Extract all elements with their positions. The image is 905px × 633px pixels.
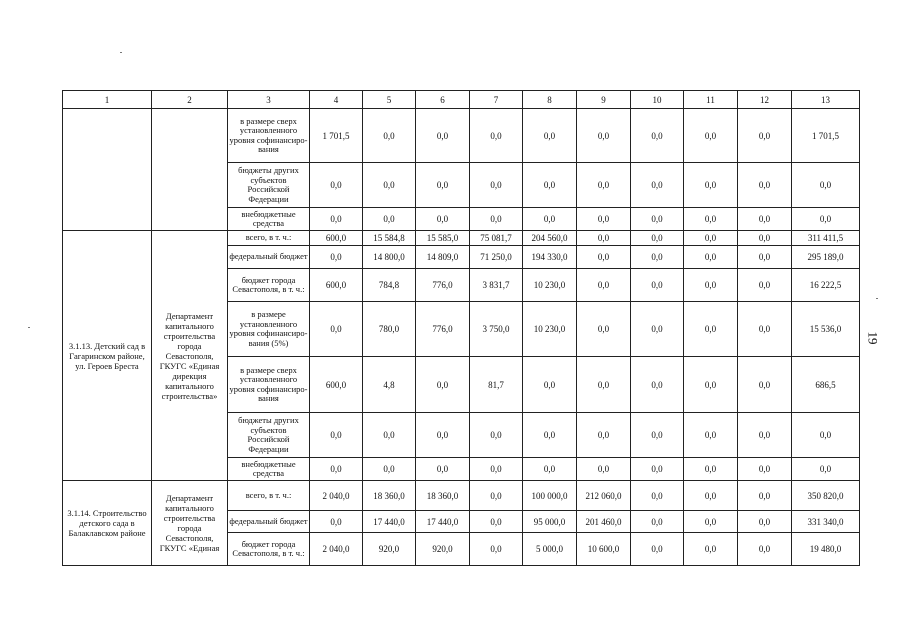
value-cell: 0,0 bbox=[310, 511, 363, 533]
page-number: 19 bbox=[865, 331, 881, 345]
value-cell: 0,0 bbox=[523, 208, 577, 231]
value-cell: 0,0 bbox=[363, 163, 416, 208]
value-cell: 0,0 bbox=[738, 458, 792, 481]
value-cell: 0,0 bbox=[577, 109, 631, 163]
value-cell: 0,0 bbox=[363, 208, 416, 231]
value-cell: 0,0 bbox=[631, 302, 684, 357]
value-cell: 0,0 bbox=[631, 357, 684, 413]
value-cell: 0,0 bbox=[631, 458, 684, 481]
value-cell: 0,0 bbox=[577, 357, 631, 413]
value-cell: 0,0 bbox=[684, 302, 738, 357]
executor-cell: Департамент капитального строительства города Севастополя, ГКУГС «Единая bbox=[152, 481, 228, 566]
value-cell: 600,0 bbox=[310, 357, 363, 413]
value-cell: 17 440,0 bbox=[363, 511, 416, 533]
value-cell: 0,0 bbox=[631, 208, 684, 231]
value-cell: 0,0 bbox=[470, 163, 523, 208]
value-cell: 0,0 bbox=[684, 246, 738, 269]
table-row bbox=[63, 109, 860, 163]
value-cell: 0,0 bbox=[470, 413, 523, 458]
header-cell: 6 bbox=[416, 91, 470, 109]
value-cell: 0,0 bbox=[738, 246, 792, 269]
header-cell: 3 bbox=[228, 91, 310, 109]
value-cell: 0,0 bbox=[416, 208, 470, 231]
value-cell: 0,0 bbox=[470, 533, 523, 566]
header-cell: 1 bbox=[63, 91, 152, 109]
row-label: в размере установленного уровня софинансиро-вания (5%) bbox=[228, 302, 310, 357]
value-cell: 0,0 bbox=[310, 302, 363, 357]
value-cell: 15 536,0 bbox=[792, 302, 860, 357]
table-row bbox=[63, 481, 860, 511]
value-cell: 0,0 bbox=[470, 208, 523, 231]
value-cell: 0,0 bbox=[738, 163, 792, 208]
value-cell: 0,0 bbox=[470, 481, 523, 511]
value-cell: 780,0 bbox=[363, 302, 416, 357]
header-cell: 11 bbox=[684, 91, 738, 109]
value-cell: 4,8 bbox=[363, 357, 416, 413]
value-cell: 0,0 bbox=[416, 109, 470, 163]
value-cell: 0,0 bbox=[631, 511, 684, 533]
value-cell: 204 560,0 bbox=[523, 231, 577, 246]
value-cell: 100 000,0 bbox=[523, 481, 577, 511]
object-name-cell: 3.1.13. Детский сад в Гагаринском районе, ул. Героев Бреста bbox=[63, 231, 152, 481]
value-cell: 0,0 bbox=[470, 458, 523, 481]
value-cell: 0,0 bbox=[577, 269, 631, 302]
value-cell: 18 360,0 bbox=[363, 481, 416, 511]
value-cell: 0,0 bbox=[310, 163, 363, 208]
value-cell: 0,0 bbox=[631, 533, 684, 566]
value-cell: 0,0 bbox=[470, 511, 523, 533]
value-cell: 0,0 bbox=[738, 481, 792, 511]
table-row bbox=[63, 231, 860, 246]
value-cell: 15 584,8 bbox=[363, 231, 416, 246]
value-cell: 331 340,0 bbox=[792, 511, 860, 533]
value-cell: 15 585,0 bbox=[416, 231, 470, 246]
header-cell: 13 bbox=[792, 91, 860, 109]
value-cell: 18 360,0 bbox=[416, 481, 470, 511]
value-cell: 0,0 bbox=[577, 163, 631, 208]
value-cell: 212 060,0 bbox=[577, 481, 631, 511]
row-label: внебюджетные средства bbox=[228, 458, 310, 481]
value-cell: 10 230,0 bbox=[523, 269, 577, 302]
row-label: всего, в т. ч.: bbox=[228, 481, 310, 511]
value-cell: 0,0 bbox=[684, 163, 738, 208]
value-cell: 10 600,0 bbox=[577, 533, 631, 566]
value-cell: 0,0 bbox=[738, 231, 792, 246]
value-cell: 0,0 bbox=[416, 413, 470, 458]
value-cell: 784,8 bbox=[363, 269, 416, 302]
value-cell: 0,0 bbox=[738, 533, 792, 566]
object-cell-empty bbox=[63, 109, 152, 231]
value-cell: 0,0 bbox=[310, 458, 363, 481]
value-cell: 295 189,0 bbox=[792, 246, 860, 269]
value-cell: 0,0 bbox=[631, 231, 684, 246]
value-cell: 0,0 bbox=[684, 109, 738, 163]
value-cell: 0,0 bbox=[684, 269, 738, 302]
value-cell: 0,0 bbox=[523, 109, 577, 163]
value-cell: 0,0 bbox=[577, 231, 631, 246]
value-cell: 10 230,0 bbox=[523, 302, 577, 357]
value-cell: 17 440,0 bbox=[416, 511, 470, 533]
row-label: федеральный бюджет bbox=[228, 246, 310, 269]
budget-table bbox=[62, 90, 860, 566]
value-cell: 0,0 bbox=[416, 357, 470, 413]
value-cell: 0,0 bbox=[684, 511, 738, 533]
header-cell: 8 bbox=[523, 91, 577, 109]
value-cell: 0,0 bbox=[523, 413, 577, 458]
row-label: бюджет города Севастополя, в т. ч.: bbox=[228, 269, 310, 302]
row-label: внебюджетные средства bbox=[228, 208, 310, 231]
value-cell: 0,0 bbox=[738, 269, 792, 302]
header-cell: 4 bbox=[310, 91, 363, 109]
value-cell: 14 800,0 bbox=[363, 246, 416, 269]
value-cell: 0,0 bbox=[684, 458, 738, 481]
value-cell: 0,0 bbox=[577, 302, 631, 357]
value-cell: 350 820,0 bbox=[792, 481, 860, 511]
value-cell: 95 000,0 bbox=[523, 511, 577, 533]
value-cell: 0,0 bbox=[631, 413, 684, 458]
value-cell: 0,0 bbox=[684, 208, 738, 231]
value-cell: 5 000,0 bbox=[523, 533, 577, 566]
header-cell: 10 bbox=[631, 91, 684, 109]
value-cell: 0,0 bbox=[363, 109, 416, 163]
value-cell: 0,0 bbox=[416, 458, 470, 481]
value-cell: 81,7 bbox=[470, 357, 523, 413]
row-label: бюджеты других субъектов Российской Федерации bbox=[228, 413, 310, 458]
value-cell: 3 831,7 bbox=[470, 269, 523, 302]
value-cell: 0,0 bbox=[577, 246, 631, 269]
value-cell: 1 701,5 bbox=[310, 109, 363, 163]
value-cell: 0,0 bbox=[631, 246, 684, 269]
value-cell: 0,0 bbox=[738, 109, 792, 163]
value-cell: 0,0 bbox=[738, 208, 792, 231]
row-label: в размере сверх установленного уровня софинансиро-вания bbox=[228, 357, 310, 413]
value-cell: 16 222,5 bbox=[792, 269, 860, 302]
value-cell: 0,0 bbox=[738, 511, 792, 533]
value-cell: 0,0 bbox=[631, 269, 684, 302]
value-cell: 0,0 bbox=[684, 533, 738, 566]
value-cell: 2 040,0 bbox=[310, 533, 363, 566]
header-cell: 2 bbox=[152, 91, 228, 109]
row-label: бюджет города Севастополя, в т. ч.: bbox=[228, 533, 310, 566]
value-cell: 0,0 bbox=[792, 413, 860, 458]
header-row bbox=[63, 91, 860, 109]
value-cell: 0,0 bbox=[523, 458, 577, 481]
value-cell: 920,0 bbox=[363, 533, 416, 566]
value-cell: 19 480,0 bbox=[792, 533, 860, 566]
object-name-cell: 3.1.14. Строительство детского сада в Балаклавском районе bbox=[63, 481, 152, 566]
value-cell: 0,0 bbox=[310, 413, 363, 458]
header-cell: 5 bbox=[363, 91, 416, 109]
row-label: всего, в т. ч.: bbox=[228, 231, 310, 246]
value-cell: 0,0 bbox=[470, 109, 523, 163]
row-label: в размере сверх установленного уровня софинансиро-вания bbox=[228, 109, 310, 163]
value-cell: 0,0 bbox=[363, 413, 416, 458]
scan-speck bbox=[28, 327, 30, 328]
value-cell: 0,0 bbox=[738, 302, 792, 357]
value-cell: 0,0 bbox=[792, 208, 860, 231]
value-cell: 600,0 bbox=[310, 269, 363, 302]
value-cell: 0,0 bbox=[684, 231, 738, 246]
value-cell: 0,0 bbox=[792, 458, 860, 481]
value-cell: 686,5 bbox=[792, 357, 860, 413]
executor-cell: Департамент капитального строительства города Севастополя, ГКУГС «Единая дирекция капитального строительства» bbox=[152, 231, 228, 481]
value-cell: 0,0 bbox=[577, 458, 631, 481]
value-cell: 0,0 bbox=[792, 163, 860, 208]
value-cell: 201 460,0 bbox=[577, 511, 631, 533]
scan-speck bbox=[876, 298, 878, 299]
value-cell: 0,0 bbox=[684, 413, 738, 458]
value-cell: 1 701,5 bbox=[792, 109, 860, 163]
value-cell: 0,0 bbox=[363, 458, 416, 481]
value-cell: 0,0 bbox=[310, 246, 363, 269]
value-cell: 2 040,0 bbox=[310, 481, 363, 511]
value-cell: 0,0 bbox=[631, 109, 684, 163]
value-cell: 776,0 bbox=[416, 302, 470, 357]
value-cell: 0,0 bbox=[577, 413, 631, 458]
row-label: бюджеты других субъектов Российской Федерации bbox=[228, 163, 310, 208]
value-cell: 3 750,0 bbox=[470, 302, 523, 357]
scan-speck bbox=[120, 52, 122, 53]
executor-cell-empty bbox=[152, 109, 228, 231]
value-cell: 920,0 bbox=[416, 533, 470, 566]
header-cell: 9 bbox=[577, 91, 631, 109]
value-cell: 0,0 bbox=[577, 208, 631, 231]
value-cell: 0,0 bbox=[738, 357, 792, 413]
value-cell: 0,0 bbox=[684, 357, 738, 413]
value-cell: 600,0 bbox=[310, 231, 363, 246]
value-cell: 0,0 bbox=[684, 481, 738, 511]
value-cell: 776,0 bbox=[416, 269, 470, 302]
value-cell: 75 081,7 bbox=[470, 231, 523, 246]
value-cell: 311 411,5 bbox=[792, 231, 860, 246]
value-cell: 0,0 bbox=[738, 413, 792, 458]
value-cell: 71 250,0 bbox=[470, 246, 523, 269]
value-cell: 0,0 bbox=[416, 163, 470, 208]
value-cell: 14 809,0 bbox=[416, 246, 470, 269]
value-cell: 194 330,0 bbox=[523, 246, 577, 269]
row-label: федеральный бюджет bbox=[228, 511, 310, 533]
header-cell: 12 bbox=[738, 91, 792, 109]
header-cell: 7 bbox=[470, 91, 523, 109]
value-cell: 0,0 bbox=[631, 163, 684, 208]
value-cell: 0,0 bbox=[310, 208, 363, 231]
value-cell: 0,0 bbox=[631, 481, 684, 511]
value-cell: 0,0 bbox=[523, 357, 577, 413]
value-cell: 0,0 bbox=[523, 163, 577, 208]
